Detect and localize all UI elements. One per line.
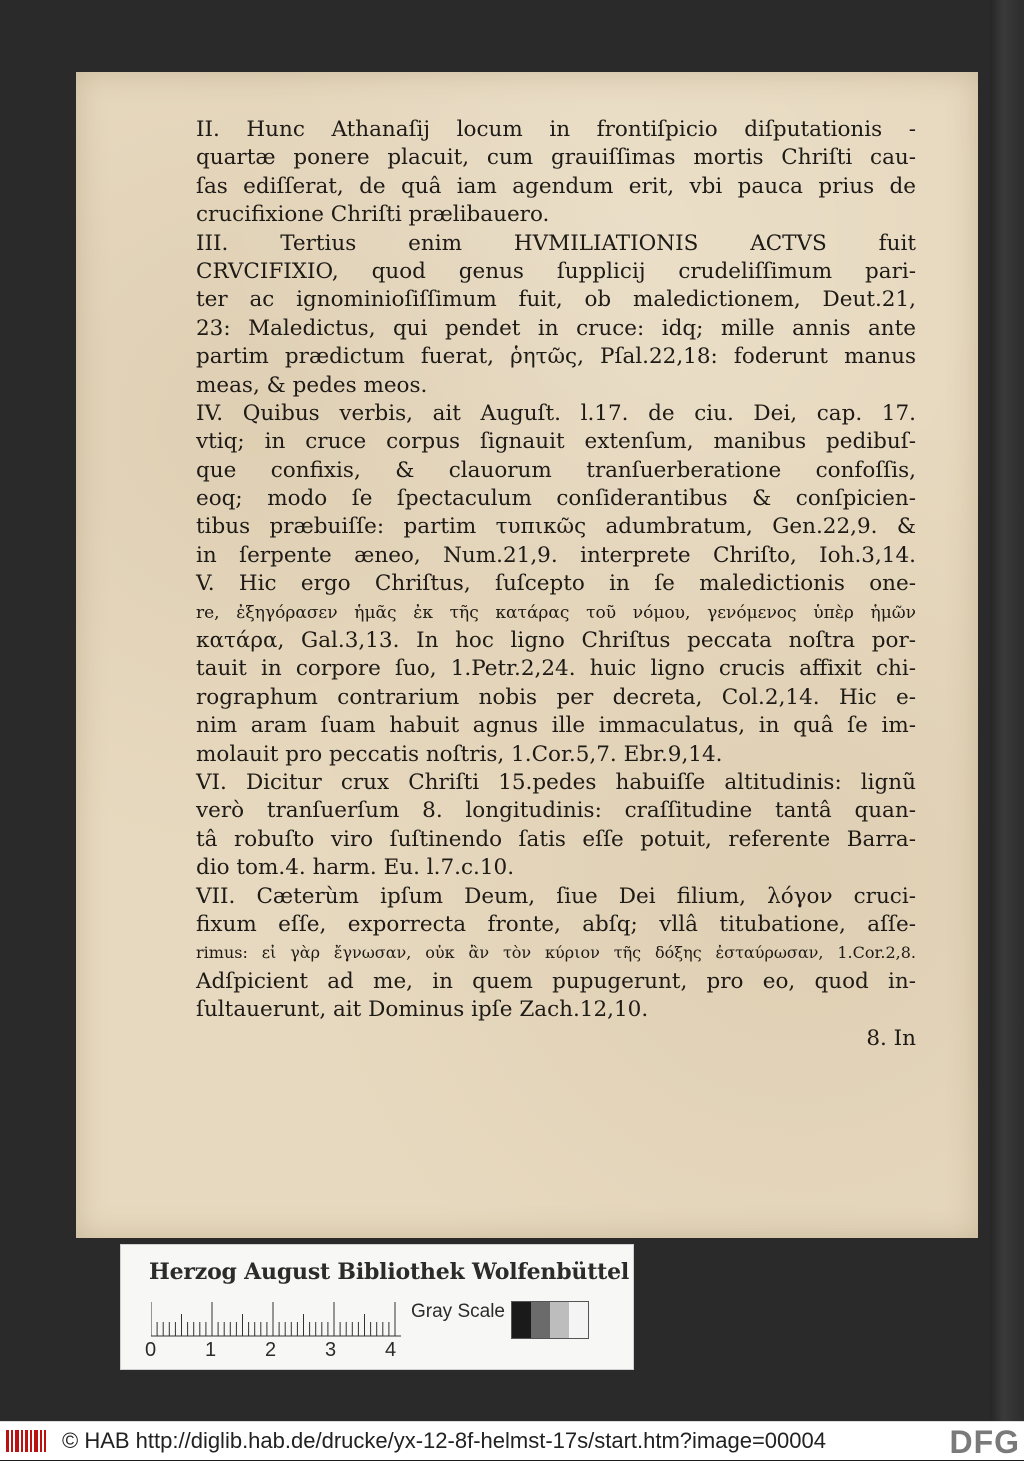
text-line: verò tranſuerſum 8. longitudinis: craſſitudine tantâ quan- bbox=[196, 798, 916, 824]
text-line: III. Tertius enim HVMILIATIONIS ACTVS fuit bbox=[196, 230, 916, 256]
gray-swatch bbox=[569, 1302, 588, 1338]
text-line: nim aram ſuam habuit agnus ille immaculatus, in quâ ſe im- bbox=[196, 713, 916, 739]
text-line: 23: Maledictus, qui pendet in cruce: idq; mille annis ante bbox=[196, 315, 916, 341]
text-line: re, ἐξηγόρασεν ἡμᾶς ἐκ τῆς κατάρας τοῦ νόμου, γενόμενος ὑπὲρ ἡμῶν bbox=[196, 602, 916, 623]
text-line: eoq; modo ſe ſpectaculum conſiderantibus & conſpicien- bbox=[196, 486, 916, 512]
text-line: fixum eſſe, exporrecta fronte, abſq; vllâ titubatione, aſſe- bbox=[196, 911, 916, 937]
catchword: 8. In bbox=[866, 1025, 916, 1051]
gray-swatch bbox=[550, 1302, 569, 1338]
library-name: Herzog August Bibliothek Wolfenbüttel bbox=[149, 1259, 630, 1285]
text-line: II. Hunc Athanaſij locum in frontiſpicio diſputationis - bbox=[196, 117, 916, 142]
ruler-number: 2 bbox=[265, 1339, 277, 1361]
barcode-icon bbox=[6, 1430, 46, 1452]
text-line: VI. Dicitur crux Chriſti 15.pedes habuiſſe altitudinis: lignũ bbox=[196, 769, 916, 795]
gray-swatch bbox=[531, 1302, 550, 1338]
text-line: rimus: εἰ γὰρ ἔγνωσαν, οὐκ ἂν τὸν κύριον τῆς δόξης ἐσταύρωσαν, 1.Cor.2,8. bbox=[196, 943, 916, 963]
text-line: vtiq; in cruce corpus ſignauit extenſum, manibus pedibuſ- bbox=[196, 429, 916, 455]
ruler-number: 0 bbox=[145, 1339, 157, 1361]
text-line: partim prædictum fuerat, ῥητῶς, Pſal.22,18: foderunt manus bbox=[196, 344, 916, 370]
text-line: quartæ ponere placuit, cum grauiſſimas mortis Chriſti cau- bbox=[196, 145, 916, 171]
text-line: Adſpicient ad me, in quem pupugerunt, pro eo, quod in- bbox=[196, 968, 916, 994]
text-line: tibus præbuiſſe: partim τυπικῶς adumbratum, Gen.22,9. & bbox=[196, 514, 916, 540]
text-line: in ſerpente æneo, Num.21,9. interprete Chriſto, Ioh.3,14. bbox=[196, 542, 916, 568]
gray-scale-label: Gray Scale bbox=[411, 1301, 505, 1322]
text-line: IV. Quibus verbis, ait Auguſt. l.17. de ciu. Dei, cap. 17. bbox=[196, 400, 916, 426]
text-line: molauit pro peccatis noſtris, 1.Cor.5,7. Ebr.9,14. bbox=[196, 741, 723, 767]
gray-scale-swatches bbox=[511, 1301, 589, 1339]
text-line: que confixis, & clauorum tranſuerberatione confoſſis, bbox=[196, 457, 916, 483]
ruler-number: 1 bbox=[205, 1339, 217, 1361]
page-text bbox=[196, 116, 916, 1053]
text-line: CRVCIFIXIO, quod genus ſupplicij crudeliſſimum pari- bbox=[196, 258, 916, 284]
text-line: VII. Cæterùm ipſum Deum, ſiue Dei filium, λόγον cruci- bbox=[196, 883, 916, 909]
ruler-scale bbox=[151, 1301, 401, 1337]
text-line: dio tom.4. harm. Eu. l.7.c.10. bbox=[196, 855, 515, 881]
text-line: tâ robuſto viro ſuſtinendo ſatis eſſe potuit, referente Barra- bbox=[196, 826, 916, 852]
text-line: meas, & pedes meos. bbox=[196, 372, 428, 398]
text-line: κατάρα, Gal.3,13. In hoc ligno Chriſtus peccata noſtra por- bbox=[196, 628, 916, 654]
text-line: crucifixione Chriſti prælibauero. bbox=[196, 202, 550, 228]
text-line: ſultauerunt, ait Dominus ipſe Zach.12,10. bbox=[196, 997, 649, 1023]
footer-credit-link[interactable]: © HAB http://diglib.hab.de/drucke/yx-12-8f-helmst-17s/start.htm?image=00004 bbox=[62, 1428, 826, 1453]
binding-strip bbox=[990, 0, 1024, 1421]
text-line: tauit in corpore ſuo, 1.Petr.2,24. huic ligno crucis affixit chi- bbox=[196, 656, 916, 682]
text-line: ter ac ignominioſiſſimum fuit, ob maledictionem, Deut.21, bbox=[196, 287, 916, 313]
text-line: rographum contrarium nobis per decreta, Col.2,14. Hic e- bbox=[196, 684, 916, 710]
color-reference-card bbox=[120, 1244, 634, 1370]
gray-swatch bbox=[512, 1302, 531, 1338]
footer-bar bbox=[0, 1421, 1024, 1460]
text-line: V. Hic ergo Chriſtus, ſuſcepto in ſe maledictionis one- bbox=[196, 571, 916, 597]
ruler-number: 4 bbox=[385, 1339, 397, 1361]
ruler-number: 3 bbox=[325, 1339, 337, 1361]
dfg-logo: DFG bbox=[949, 1424, 1020, 1460]
text-line: ſas ediſſerat, de quâ iam agendum erit, vbi pauca prius de bbox=[196, 173, 916, 199]
